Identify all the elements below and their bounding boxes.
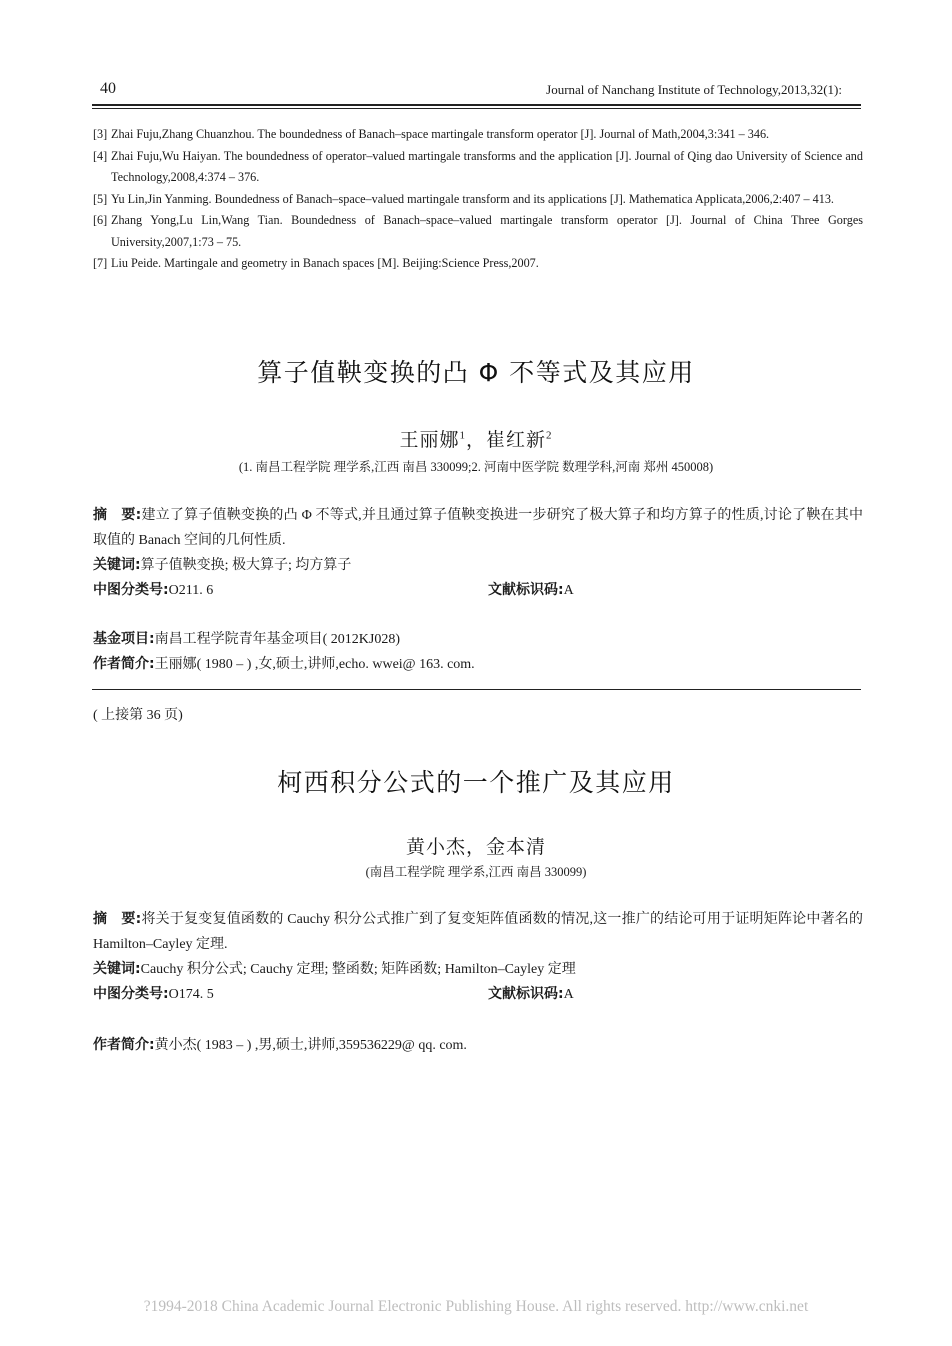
keywords-label: 关键词: (93, 557, 141, 573)
reference-number: [7] (93, 256, 108, 270)
abstract (93, 907, 863, 957)
reference-number: [5] (93, 191, 108, 206)
keywords-text: 算子值鞅变换; 极大算子; 均方算子 (140, 558, 352, 573)
fund-info (93, 627, 863, 652)
author-bio (93, 652, 863, 677)
abstract-label: 摘 要: (93, 507, 142, 523)
document-code (488, 982, 574, 1007)
clc-label: 中图分类号: (93, 582, 169, 598)
running-head: Journal of Nanchang Institute of Technology,2013,32(1): (546, 82, 842, 97)
author-affiliation-mark: 1 (459, 429, 466, 442)
header-rule (92, 104, 861, 106)
reference-item (93, 124, 863, 146)
abstract (93, 503, 863, 553)
bio-text: 黄小杰( 1983 – ) ,男,硕士,讲师,359536229@ qq. com. (154, 1038, 467, 1053)
bio-label: 作者简介: (93, 656, 155, 672)
abstract-label: 摘 要: (93, 911, 142, 927)
reference-item (93, 253, 863, 275)
author-name: 崔红新 (486, 430, 547, 451)
document-code (488, 578, 574, 603)
doccode-value: A (563, 987, 574, 1002)
reference-text: Yu Lin,Jin Yanming. Boundedness of Banach–space–valued martingale transform and its applications [J]. Mathematica Applicata,2006,2:407 – 413. (111, 191, 834, 206)
classification-row (93, 982, 863, 1007)
clc-value: O211. 6 (168, 583, 214, 598)
reference-text: Zhang Yong,Lu Lin,Wang Tian. Boundedness of Banach–space–valued martingale transform operator [J]. Journal of China Three Gorges University,2007,1:73 – 75. (111, 213, 863, 249)
continued-note: ( 上接第 36 页) (93, 708, 183, 723)
reference-number: [3] (93, 127, 108, 141)
section-divider (92, 689, 861, 690)
page-number: 40 (100, 80, 116, 97)
abstract-text: 建立了算子值鞅变换的凸 Φ 不等式,并且通过算子值鞅变换进一步研究了极大算子和均方算子的性质,讨论了鞅在其中取值的 Banach 空间的几何性质. (93, 508, 863, 548)
author-affiliation-mark: 2 (546, 429, 553, 442)
classification-row (93, 578, 863, 603)
doccode-label: 文献标识码: (488, 986, 564, 1002)
article1-meta (93, 503, 863, 603)
article2-title: 柯西积分公式的一个推广及其应用 (277, 768, 675, 797)
reference-list (93, 124, 863, 275)
keywords (93, 553, 863, 578)
author-bio (93, 1033, 863, 1058)
article2-meta (93, 907, 863, 1007)
keywords-text: Cauchy 积分公式; Cauchy 定理; 整函数; 矩阵函数; Hamilton–Cayley 定理 (140, 962, 576, 977)
article1-authors (0, 425, 952, 452)
keywords (93, 957, 863, 982)
reference-text: Zhai Fuju,Zhang Chuanzhou. The boundedness of Banach–space martingale transform operator [J]. Journal of Math,2004,3:341 – 346. (111, 127, 770, 141)
fund-text: 南昌工程学院青年基金项目( 2012KJ028) (154, 632, 400, 647)
reference-number: [6] (93, 213, 108, 227)
article1-affiliation: (1. 南昌工程学院 理学系,江西 南昌 330099;2. 河南中医学院 数理学科,河南 郑州 450008) (238, 460, 714, 474)
bio-text: 王丽娜( 1980 – ) ,女,硕士,讲师,echo. wwei@ 163. com. (154, 657, 475, 672)
reference-item (93, 210, 863, 253)
copyright-footer: ?1994-2018 China Academic Journal Electronic Publishing House. All rights reserved. http://www.cnki.net (143, 1298, 809, 1315)
keywords-label: 关键词: (93, 961, 141, 977)
clc-value: O174. 5 (168, 987, 214, 1002)
article2-affiliation: (南昌工程学院 理学系,江西 南昌 330099) (365, 865, 587, 879)
article2-authors: 黄小杰，金本清 (405, 837, 546, 858)
reference-item (93, 189, 863, 211)
article1-title: 算子值鞅变换的凸 Φ 不等式及其应用 (257, 358, 695, 387)
author-separator: ， (465, 430, 486, 451)
reference-text: Liu Peide. Martingale and geometry in Banach spaces [M]. Beijing:Science Press,2007. (111, 256, 539, 270)
fund-label: 基金项目: (93, 631, 155, 647)
doccode-value: A (563, 583, 574, 598)
reference-item (93, 146, 863, 189)
article1-footnotes (93, 627, 863, 677)
abstract-text: 将关于复变复值函数的 Cauchy 积分公式推广到了复变矩阵值函数的情况,这一推广的结论可用于证明矩阵论中著名的 Hamilton–Cayley 定理. (93, 912, 863, 952)
clc-label: 中图分类号: (93, 986, 169, 1002)
doccode-label: 文献标识码: (488, 582, 564, 598)
reference-text: Zhai Fuju,Wu Haiyan. The boundedness of operator–valued martingale transforms and the application [J]. Journal of Qing dao University of Science and Technology,2008,4:374 – 376. (111, 148, 863, 184)
bio-label: 作者简介: (93, 1037, 155, 1053)
header-rule-thin (92, 108, 861, 109)
article2-footnotes (93, 1033, 863, 1058)
author-name: 王丽娜 (399, 430, 460, 451)
reference-number: [4] (93, 148, 108, 163)
